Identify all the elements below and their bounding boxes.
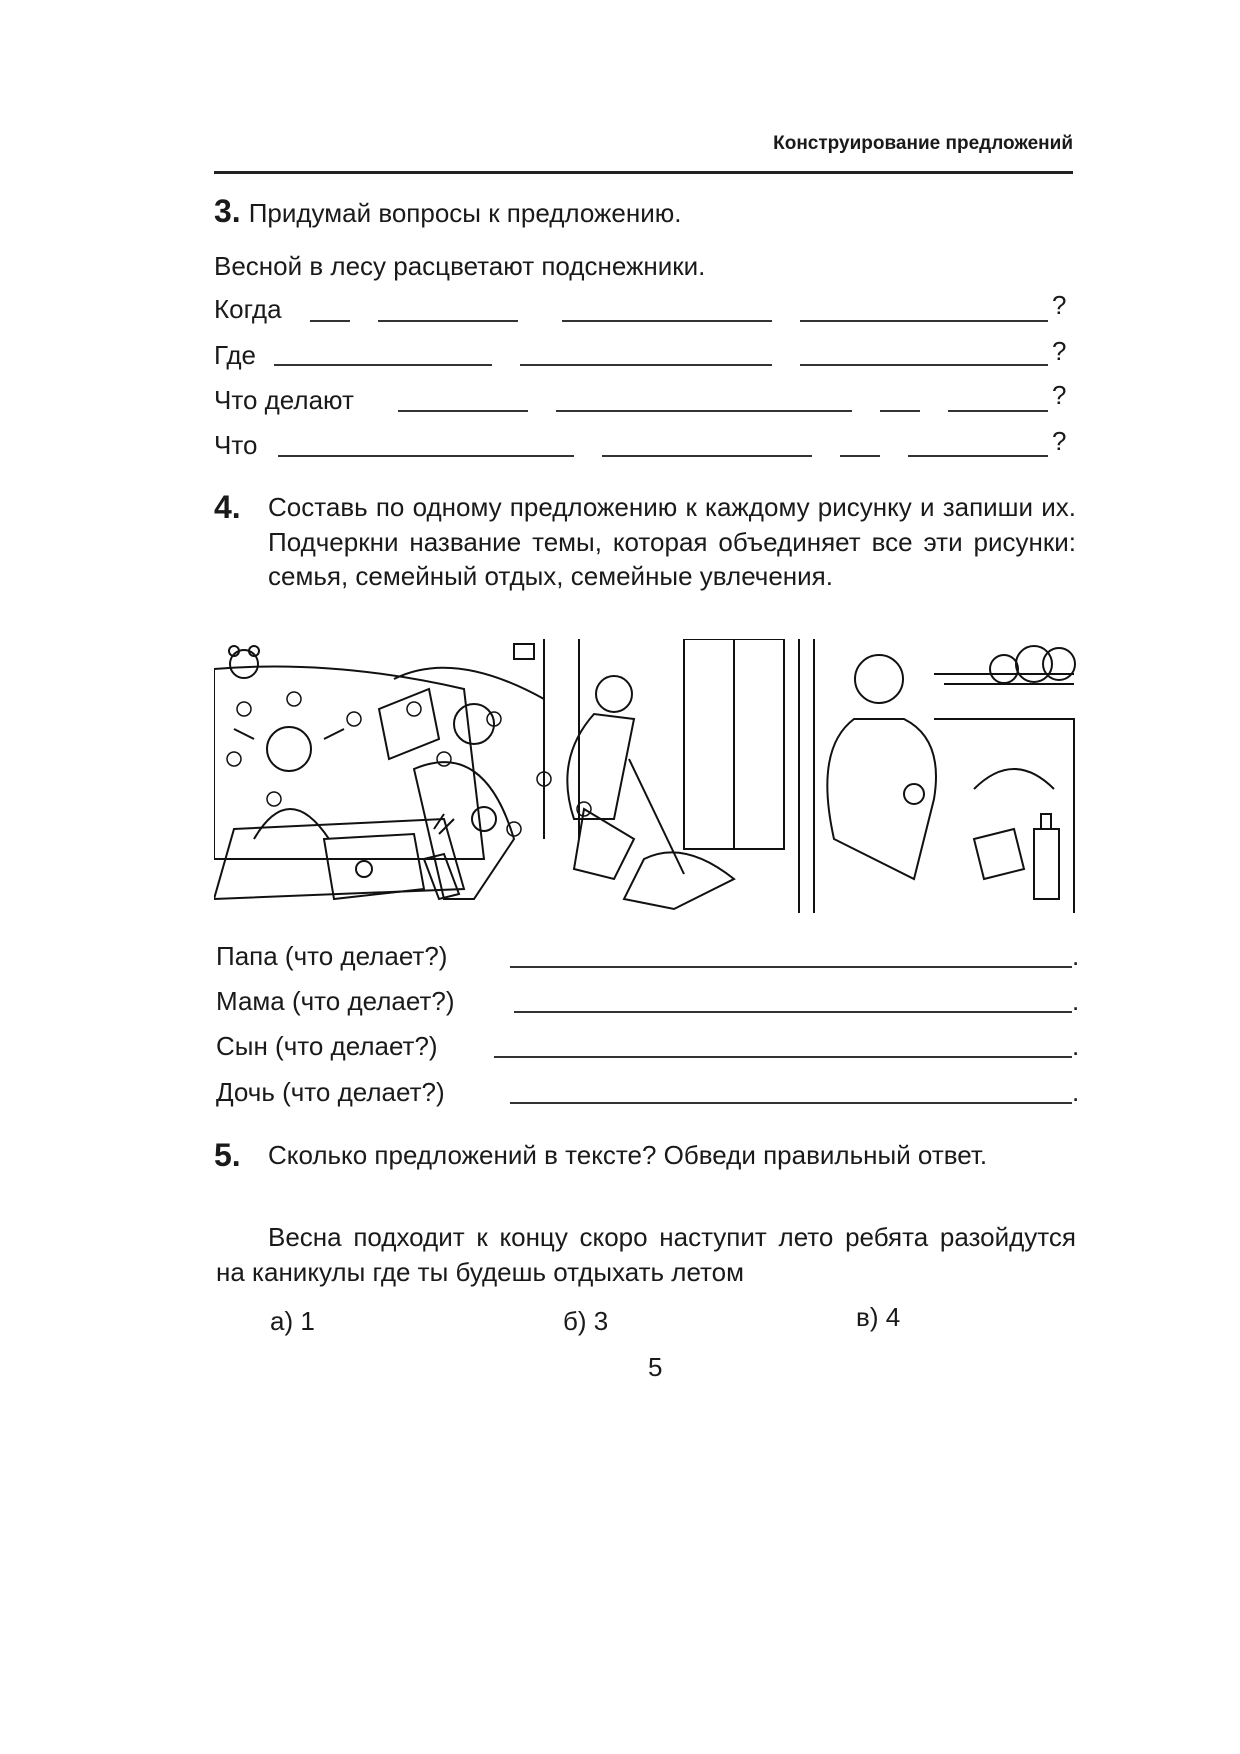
task5-instruction: Сколько предложений в тексте? Обведи правильный ответ. [268, 1140, 988, 1170]
task5-heading [214, 1137, 1076, 1173]
task3-sentence: Весной в лесу расцветают подснежники. [214, 251, 706, 281]
answer-option[interactable]: в) 4 [856, 1302, 901, 1332]
task3-heading [214, 193, 682, 229]
family-illustration [214, 639, 1076, 913]
question-mark: ? [1052, 380, 1067, 410]
question-label: Когда [214, 294, 282, 324]
question-mark: ? [1052, 290, 1067, 320]
prompt-label: Дочь (что делает?) [216, 1077, 445, 1107]
prompt-end: . [1072, 1077, 1080, 1107]
answer-option[interactable]: б) 3 [563, 1306, 609, 1336]
question-mark: ? [1052, 336, 1067, 366]
task4-number: 4. [214, 489, 241, 525]
answer-option[interactable]: а) 1 [270, 1306, 315, 1336]
question-label: Что [214, 430, 258, 460]
prompt-end: . [1072, 941, 1080, 971]
task5-number: 5. [214, 1137, 241, 1173]
question-label: Где [214, 340, 256, 370]
header-rule [214, 171, 1073, 174]
prompt-label: Мама (что делает?) [216, 986, 455, 1016]
task3-instruction: Придумай вопросы к предложению. [248, 198, 682, 228]
prompt-end: . [1072, 1031, 1080, 1061]
prompt-end: . [1072, 986, 1080, 1016]
prompt-label: Сын (что делает?) [216, 1031, 438, 1061]
question-mark: ? [1052, 426, 1067, 456]
task4-heading [214, 489, 1076, 594]
section-header: Конструирование предложений [773, 133, 1073, 154]
task4-instruction: Составь по одному предложению к каждому рисунку и запиши их. Подчеркни название темы, которая объединяет все эти рисунки: семья, семейный отдых, семейные увлечения. [268, 492, 1076, 591]
task5-text: Весна подходит к концу скоро наступит лето ребята разойдутся на каникулы где ты будешь отдыхать летом [216, 1222, 1076, 1287]
prompt-label: Папа (что делает?) [216, 941, 448, 971]
question-label: Что делают [214, 385, 354, 415]
page-number: 5 [648, 1352, 663, 1382]
task3-number: 3. [214, 193, 241, 229]
